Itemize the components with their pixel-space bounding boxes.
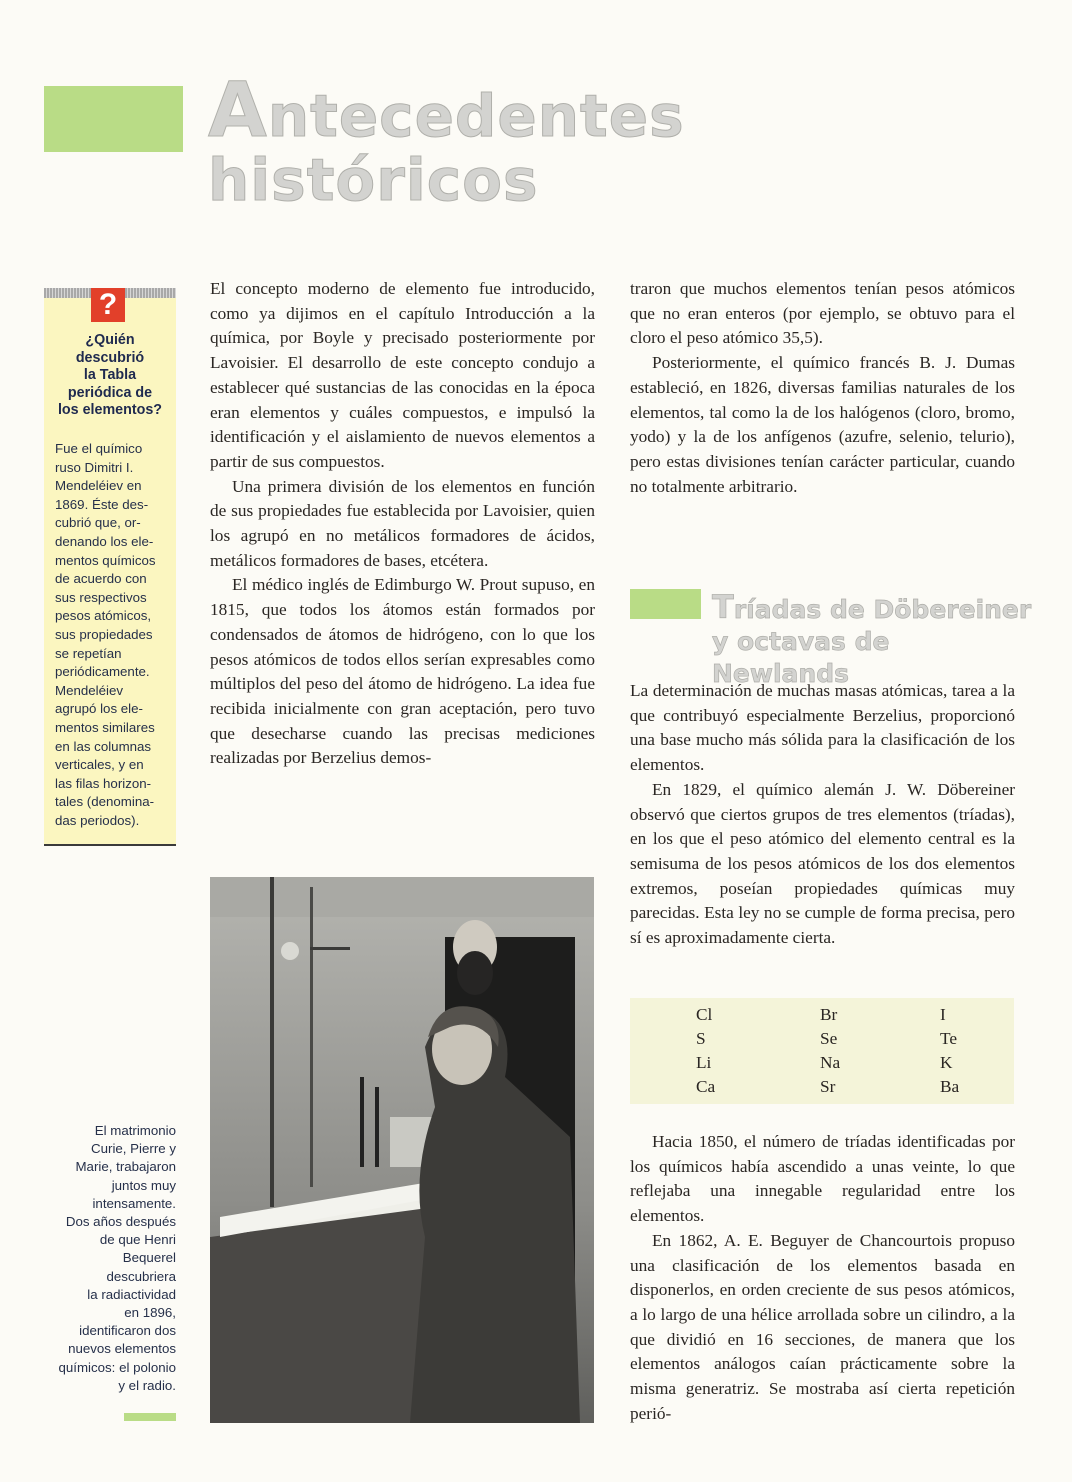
paragraph: En 1829, el químico alemán J. W. Döbereiner observó que ciertos grupos de tres elementos (tríadas), en los que el peso atómico del elemento central es la semisuma de los pesos atómicos de los dos elementos extremos, poseían propiedades químicas muy parecidas. Esta ley no se cumple de forma precisa, pero sí es aproximadamente cierta. bbox=[630, 779, 1015, 948]
sidebar-body: Fue el químico ruso Dimitri I. Mendeléiev en 1869. Éste des- cubrió que, or- denando los ele- mentos químicos de acuerdo con sus respectivos pesos atómicos, sus propiedades se repetían periódicamente. Mendeléiev agrupó los ele- mentos similares en las columnas verticales, y en las filas horizon- tales (denomina- das periodos). bbox=[55, 441, 156, 828]
paragraph: La determinación de muchas masas atómicas, tarea a la que contribuyó especialmente Berzelius, proporcionó una base mucho más sólida para la clasificación de los elementos. bbox=[630, 681, 1015, 775]
triad-cell: Ba bbox=[940, 1077, 960, 1096]
triad-cell: Br bbox=[820, 1005, 838, 1024]
paragraph: El concepto moderno de elemento fue introducido, como ya dijimos en el capítulo Introducción a la química, por Boyle y precisado posteriormente por Lavoisier. El desarrollo de este concepto condujo a establecer qué sustancias de las conocidas en la época eran elementos y cuáles compuestos, e impulsó la identificación y el aislamiento de nuevos elementos a partir de sus compuestos. bbox=[210, 279, 595, 471]
text-column-2-bottom bbox=[630, 1130, 1015, 1426]
text-column-2-top bbox=[630, 277, 1015, 499]
paragraph: traron que muchos elementos tenían pesos atómicos que no eran enteros (por ejemplo, se obtuvo para el cloro el peso atómico 35,5). bbox=[630, 279, 1015, 348]
title-accent-bar bbox=[44, 86, 183, 152]
triad-cell: Cl bbox=[696, 1005, 713, 1024]
triad-cell: I bbox=[940, 1005, 946, 1024]
photo-caption: El matrimonio Curie, Pierre y Marie, trabajaron juntos muy intensamente. Dos años después de que Henri Bequerel descubriera la radiactividad en 1896, identificaron dos nuevos elementos químicos: el polonio y el radio. bbox=[58, 1123, 176, 1393]
triads-table bbox=[630, 998, 1014, 1104]
paragraph: El médico inglés de Edimburgo W. Prout supuso, en 1815, que todos los átomos están formados por condensados de átomos de hidrógeno, con lo que los pesos atómicos de todos ellos serían expresables como múltiplos del peso del átomo de hidrógeno. La idea fue recibida inicialmente con gran aceptación, pero tuvo que desecharse cuando las precisas mediciones realizadas por Berzelius demos- bbox=[210, 575, 595, 768]
section-heading-line-1: Tríadas de Döbereiner bbox=[712, 588, 1032, 626]
triad-cell: K bbox=[940, 1053, 953, 1072]
triad-cell: Li bbox=[696, 1053, 712, 1072]
text-column-2-middle bbox=[630, 679, 1015, 951]
triad-cell: Te bbox=[940, 1029, 958, 1048]
title-line-2: históricos bbox=[208, 146, 539, 214]
subheading-accent-bar bbox=[630, 589, 701, 619]
sidebar-question-box bbox=[44, 288, 176, 846]
sidebar-heading: ¿Quién descubrió la Tabla periódica de los elementos? bbox=[57, 332, 163, 418]
paragraph: Hacia 1850, el número de tríadas identificadas por los químicos había ascendido a unas veinte, lo que reflejaba una innegable regularidad entre los elementos. bbox=[630, 1132, 1015, 1226]
triad-cell: Sr bbox=[820, 1077, 836, 1096]
section-heading bbox=[712, 588, 1032, 690]
caption-accent-bar bbox=[124, 1413, 176, 1421]
page-title bbox=[208, 65, 728, 214]
question-mark-icon: ? bbox=[91, 288, 125, 322]
title-initial: A bbox=[208, 65, 268, 154]
section-heading-line-2: y octavas de Newlands bbox=[712, 627, 890, 688]
triad-cell: Na bbox=[820, 1053, 841, 1072]
triad-cell: Se bbox=[820, 1029, 838, 1048]
title-line-1-text: ntecedentes bbox=[267, 82, 685, 150]
triad-cell: Ca bbox=[696, 1077, 716, 1096]
curie-photo bbox=[210, 877, 594, 1423]
paragraph: Posteriormente, el químico francés B. J. Dumas estableció, en 1826, diversas familias naturales de los elementos, tal como la de los halógenos (cloro, bromo, yodo) y la de los anfígenos (azufre, selenio, telurio), pero estas divisiones tenían carácter particular, cuando no totalmente arbitrario. bbox=[630, 353, 1015, 496]
text-column-1 bbox=[210, 277, 595, 771]
curie-photo-illustration bbox=[210, 877, 594, 1423]
title-line-1 bbox=[208, 65, 728, 154]
triad-cell: S bbox=[696, 1029, 706, 1048]
paragraph: Una primera división de los elementos en función de sus propiedades fue establecida por Lavoisier, quien los agrupó en no metálicos formadores de ácidos, metálicos formadores de bases, etcétera. bbox=[210, 476, 595, 570]
paragraph: En 1862, A. E. Beguyer de Chancourtois propuso una clasificación de los elementos basada en disponerlos, en orden creciente de sus pesos atómicos, a lo largo de una hélice arrollada sobre un cilindro, a la que dividió en 16 secciones, de manera que los elementos análogos caían prácticamente sobre la misma generatriz. Se mostraba así cierta repetición perió- bbox=[630, 1230, 1015, 1423]
